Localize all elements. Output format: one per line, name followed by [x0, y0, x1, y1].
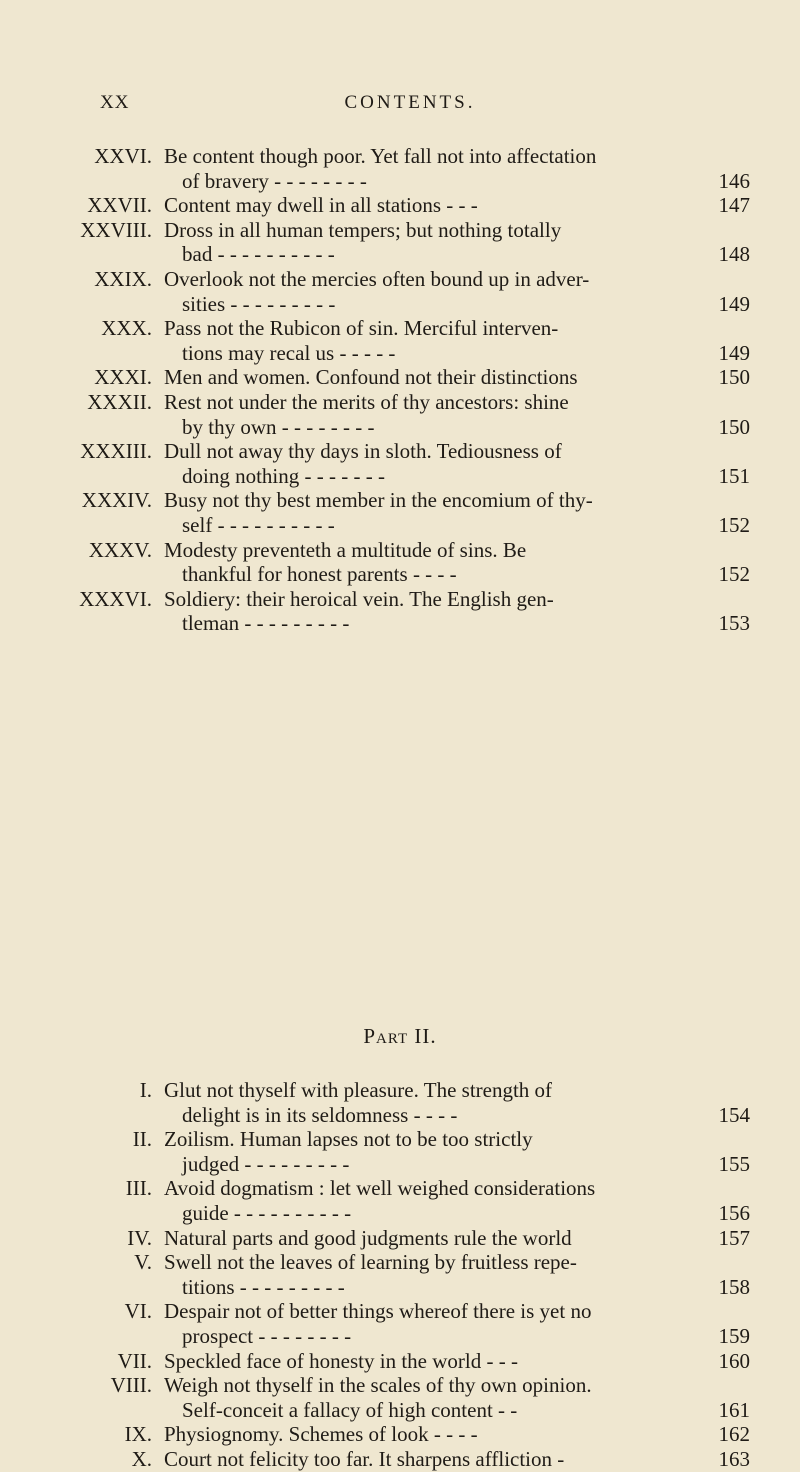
page-number: 162: [718, 1422, 750, 1447]
chapter-title-line: Self-conceit a fallacy of high content - -: [182, 1397, 518, 1422]
chapter-title-line: thankful for honest parents - - - -: [182, 562, 457, 587]
chapter-title-line: tleman - - - - - - - - -: [182, 611, 350, 636]
chapter-number: XXXI.: [94, 365, 152, 390]
chapter-title-line: delight is in its seldomness - - - -: [182, 1102, 458, 1127]
chapter-title-line: by thy own - - - - - - - -: [182, 414, 375, 439]
chapter-title-line: prospect - - - - - - - -: [182, 1323, 352, 1348]
contents-entry: [60, 390, 750, 439]
page-number: 160: [718, 1348, 750, 1373]
contents-entry: [60, 1176, 750, 1225]
chapter-title-line: Natural parts and good judgments rule the world: [164, 1225, 572, 1250]
chapter-title-line: Speckled face of honesty in the world - - -: [164, 1348, 518, 1373]
chapter-number: X.: [131, 1446, 152, 1471]
chapter-number: XXXV.: [88, 537, 152, 562]
contents-entry: [60, 1226, 750, 1251]
page-number: 146: [718, 168, 750, 193]
contents-entry: [60, 316, 750, 365]
chapter-title-line: judged - - - - - - - - -: [182, 1151, 350, 1176]
chapter-title-line: self - - - - - - - - - -: [182, 512, 335, 537]
contents-entry: [60, 1250, 750, 1299]
page-number: 152: [718, 512, 750, 537]
chapter-title-line: tions may recal us - - - - -: [182, 340, 396, 365]
contents-entry: [60, 1447, 750, 1472]
chapter-title-line: Swell not the leaves of learning by fruitless repe-: [164, 1250, 577, 1275]
contents-entry: [60, 267, 750, 316]
contents-entry: [60, 439, 750, 488]
contents-entry: [60, 218, 750, 267]
chapter-number: XXXIII.: [80, 439, 152, 464]
page-number: 149: [718, 291, 750, 316]
contents-entry: [60, 1127, 750, 1176]
page-title: CONTENTS.: [344, 92, 476, 113]
chapter-number: VIII.: [110, 1373, 152, 1398]
page-number: 156: [718, 1200, 750, 1225]
chapter-title-line: Modesty preventeth a multitude of sins. Be: [164, 537, 527, 562]
chapter-number: XXIX.: [94, 266, 152, 291]
chapter-number: XXVI.: [94, 144, 152, 168]
contents-entry: [60, 1349, 750, 1374]
page-number: 157: [718, 1225, 750, 1250]
page-header: [100, 92, 720, 116]
contents-entry: [60, 538, 750, 587]
contents-entry: [60, 144, 750, 193]
page-number: 161: [718, 1397, 750, 1422]
chapter-title-line: Dull not away thy days in sloth. Tediousness of: [164, 439, 562, 464]
chapter-title-line: guide - - - - - - - - - -: [182, 1200, 352, 1225]
contents-entry: [60, 1422, 750, 1447]
page-number-roman: XX: [100, 92, 130, 113]
chapter-title-line: Rest not under the merits of thy ancestors: shine: [164, 389, 569, 414]
chapter-title-line: sities - - - - - - - - -: [182, 291, 336, 316]
chapter-title-line: Dross in all human tempers; but nothing totally: [164, 217, 562, 242]
chapter-number: XXVII.: [87, 193, 152, 218]
chapter-title-line: Men and women. Confound not their distinctions: [164, 365, 578, 390]
chapter-title-line: Be content though poor. Yet fall not into affectation: [164, 144, 597, 168]
chapter-number: XXXVI.: [79, 586, 152, 611]
chapter-title-line: Physiognomy. Schemes of look - - - -: [164, 1422, 478, 1447]
part-heading: Part II.: [363, 1024, 437, 1048]
chapter-title-line: Despair not of better things whereof there is yet no: [164, 1299, 592, 1324]
chapter-number: IV.: [127, 1225, 152, 1250]
chapter-title-line: Weigh not thyself in the scales of thy own opinion.: [164, 1373, 592, 1398]
page-number: 152: [718, 562, 750, 587]
page-number: 153: [718, 611, 750, 636]
chapter-number: XXVIII.: [80, 217, 152, 242]
contents-entry: [60, 488, 750, 537]
contents-entry: [60, 1078, 750, 1127]
contents-entry: [60, 1373, 750, 1422]
chapter-number: XXXIV.: [81, 488, 152, 513]
chapter-title-line: Soldiery: their heroical vein. The English gen-: [164, 586, 554, 611]
chapter-title-line: Avoid dogmatism : let well weighed considerations: [164, 1176, 596, 1201]
page-number: 148: [718, 242, 750, 267]
chapter-number: III.: [125, 1176, 152, 1201]
page-number: 147: [718, 193, 750, 218]
page-number: 155: [718, 1151, 750, 1176]
chapter-title-line: of bravery - - - - - - - -: [182, 168, 367, 193]
page-number: 151: [718, 463, 750, 488]
chapter-title-line: bad - - - - - - - - - -: [182, 242, 335, 267]
chapter-number: I.: [139, 1078, 152, 1102]
page-number: 150: [718, 365, 750, 390]
page-number: 154: [718, 1102, 750, 1127]
page-number: 159: [718, 1323, 750, 1348]
page-number: 163: [718, 1446, 750, 1471]
chapter-title-line: Content may dwell in all stations - - -: [164, 193, 478, 218]
chapter-number: II.: [132, 1127, 152, 1152]
contents-list-part-1: [60, 144, 750, 636]
chapter-title-line: Glut not thyself with pleasure. The strength of: [164, 1078, 553, 1102]
chapter-title-line: Court not felicity too far. It sharpens affliction -: [164, 1446, 565, 1471]
chapter-title-line: titions - - - - - - - - -: [182, 1274, 345, 1299]
page-number: 150: [718, 414, 750, 439]
chapter-title-line: doing nothing - - - - - - -: [182, 463, 385, 488]
contents-list-part-2: [60, 1078, 750, 1472]
chapter-number: XXX.: [101, 316, 152, 341]
contents-entry: [60, 1299, 750, 1348]
chapter-number: IX.: [124, 1422, 152, 1447]
chapter-title-line: Busy not thy best member in the encomium of thy-: [164, 488, 593, 513]
chapter-number: VII.: [117, 1348, 152, 1373]
chapter-number: V.: [134, 1250, 152, 1275]
contents-entry: [60, 193, 750, 218]
page-number: 149: [718, 340, 750, 365]
chapter-number: XXXII.: [87, 389, 152, 414]
contents-entry: [60, 365, 750, 390]
chapter-title-line: Pass not the Rubicon of sin. Merciful interven-: [164, 316, 559, 341]
chapter-number: VI.: [124, 1299, 152, 1324]
contents-entry: [60, 587, 750, 636]
page-number: 158: [718, 1274, 750, 1299]
chapter-title-line: Overlook not the mercies often bound up in adver-: [164, 266, 590, 291]
chapter-title-line: Zoilism. Human lapses not to be too strictly: [164, 1127, 533, 1152]
